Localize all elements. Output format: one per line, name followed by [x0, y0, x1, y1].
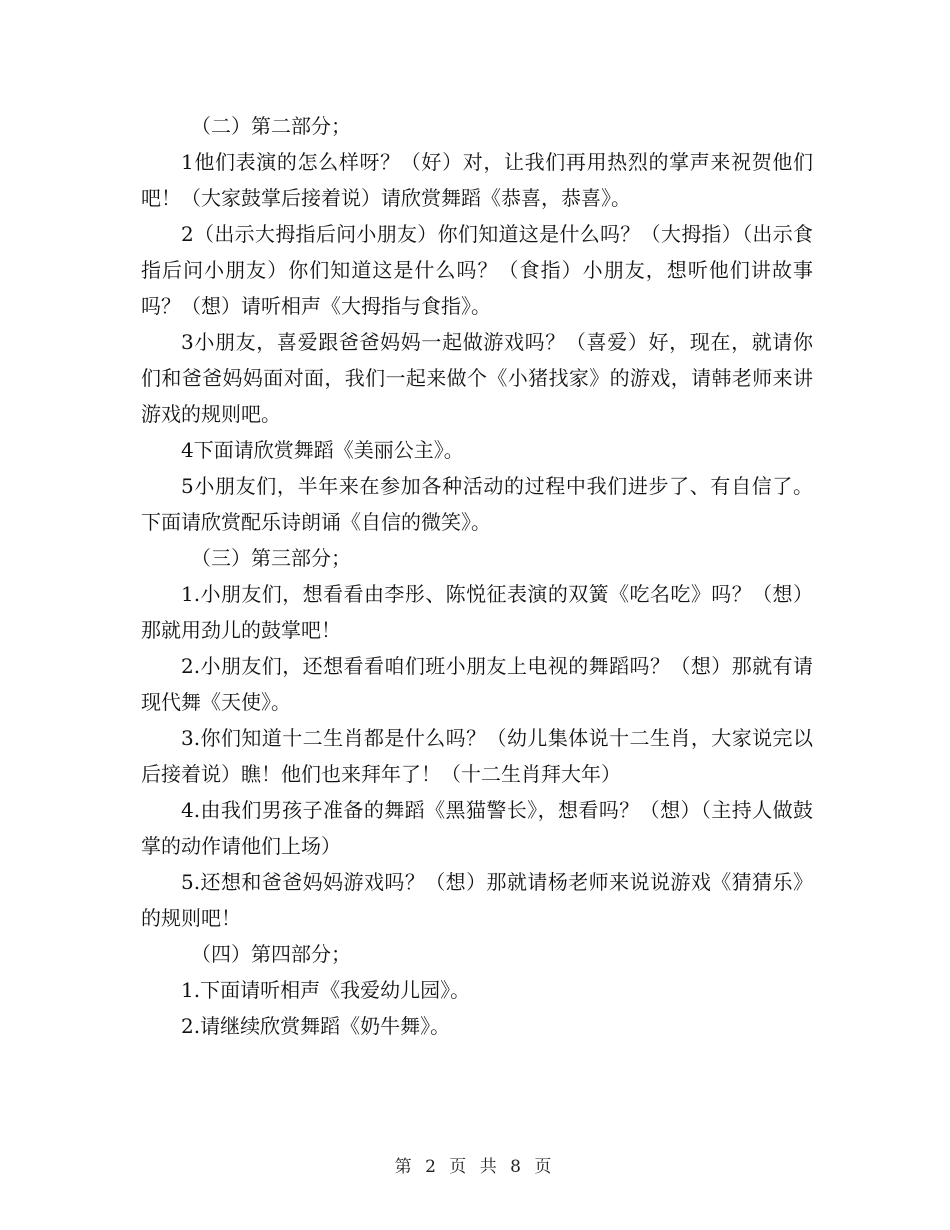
paragraph: 2（出示大拇指后问小朋友）你们知道这是什么吗？（大拇指）（出示食指后问小朋友）你们知道这是什么吗？（食指）小朋友，想听他们讲故事吗？（想）请听相声《大拇指与食指》。: [141, 222, 813, 318]
document-body: [141, 108, 813, 1044]
paragraph: 5小朋友们，半年来在参加各种活动的过程中我们进步了、有自信了。下面请欣赏配乐诗朗诵《自信的微笑》。: [141, 474, 813, 534]
paragraph: 1.小朋友们，想看看由李彤、陈悦征表演的双簧《吃名吃》吗？（想）那就用劲儿的鼓掌吧！: [141, 582, 813, 642]
paragraph: 3小朋友，喜爱跟爸爸妈妈一起做游戏吗？（喜爱）好，现在，就请你们和爸爸妈妈面对面，我们一起来做个《小猪找家》的游戏，请韩老师来讲游戏的规则吧。: [141, 330, 813, 426]
section-heading-4: （四）第四部分；: [191, 942, 351, 966]
paragraph: 4下面请欣赏舞蹈《美丽公主》。: [181, 438, 464, 462]
paragraph: 2.请继续欣赏舞蹈《奶牛舞》。: [181, 1014, 451, 1038]
paragraph: 1.下面请听相声《我爱幼儿园》。: [181, 978, 471, 1002]
paragraph: 1他们表演的怎么样呀？（好）对，让我们再用热烈的掌声来祝贺他们吧！（大家鼓掌后接着说）请欣赏舞蹈《恭喜，恭喜》。: [141, 150, 813, 210]
section-heading-3: （三）第三部分；: [191, 546, 351, 570]
paragraph: 3.你们知道十二生肖都是什么吗？（幼儿集体说十二生肖，大家说完以后接着说）瞧！他们也来拜年了！（十二生肖拜大年）: [141, 726, 813, 786]
section-heading-2: （二）第二部分；: [191, 114, 351, 138]
page-number-footer: 第 2 页 共 8 页: [394, 1157, 556, 1177]
paragraph: 5.还想和爸爸妈妈游戏吗？（想）那就请杨老师来说说游戏《猜猜乐》的规则吧！: [141, 870, 813, 930]
paragraph: 2.小朋友们，还想看看咱们班小朋友上电视的舞蹈吗？（想）那就有请现代舞《天使》。: [141, 654, 813, 714]
paragraph: 4.由我们男孩子准备的舞蹈《黑猫警长》，想看吗？（想）（主持人做鼓掌的动作请他们上场）: [141, 798, 813, 858]
